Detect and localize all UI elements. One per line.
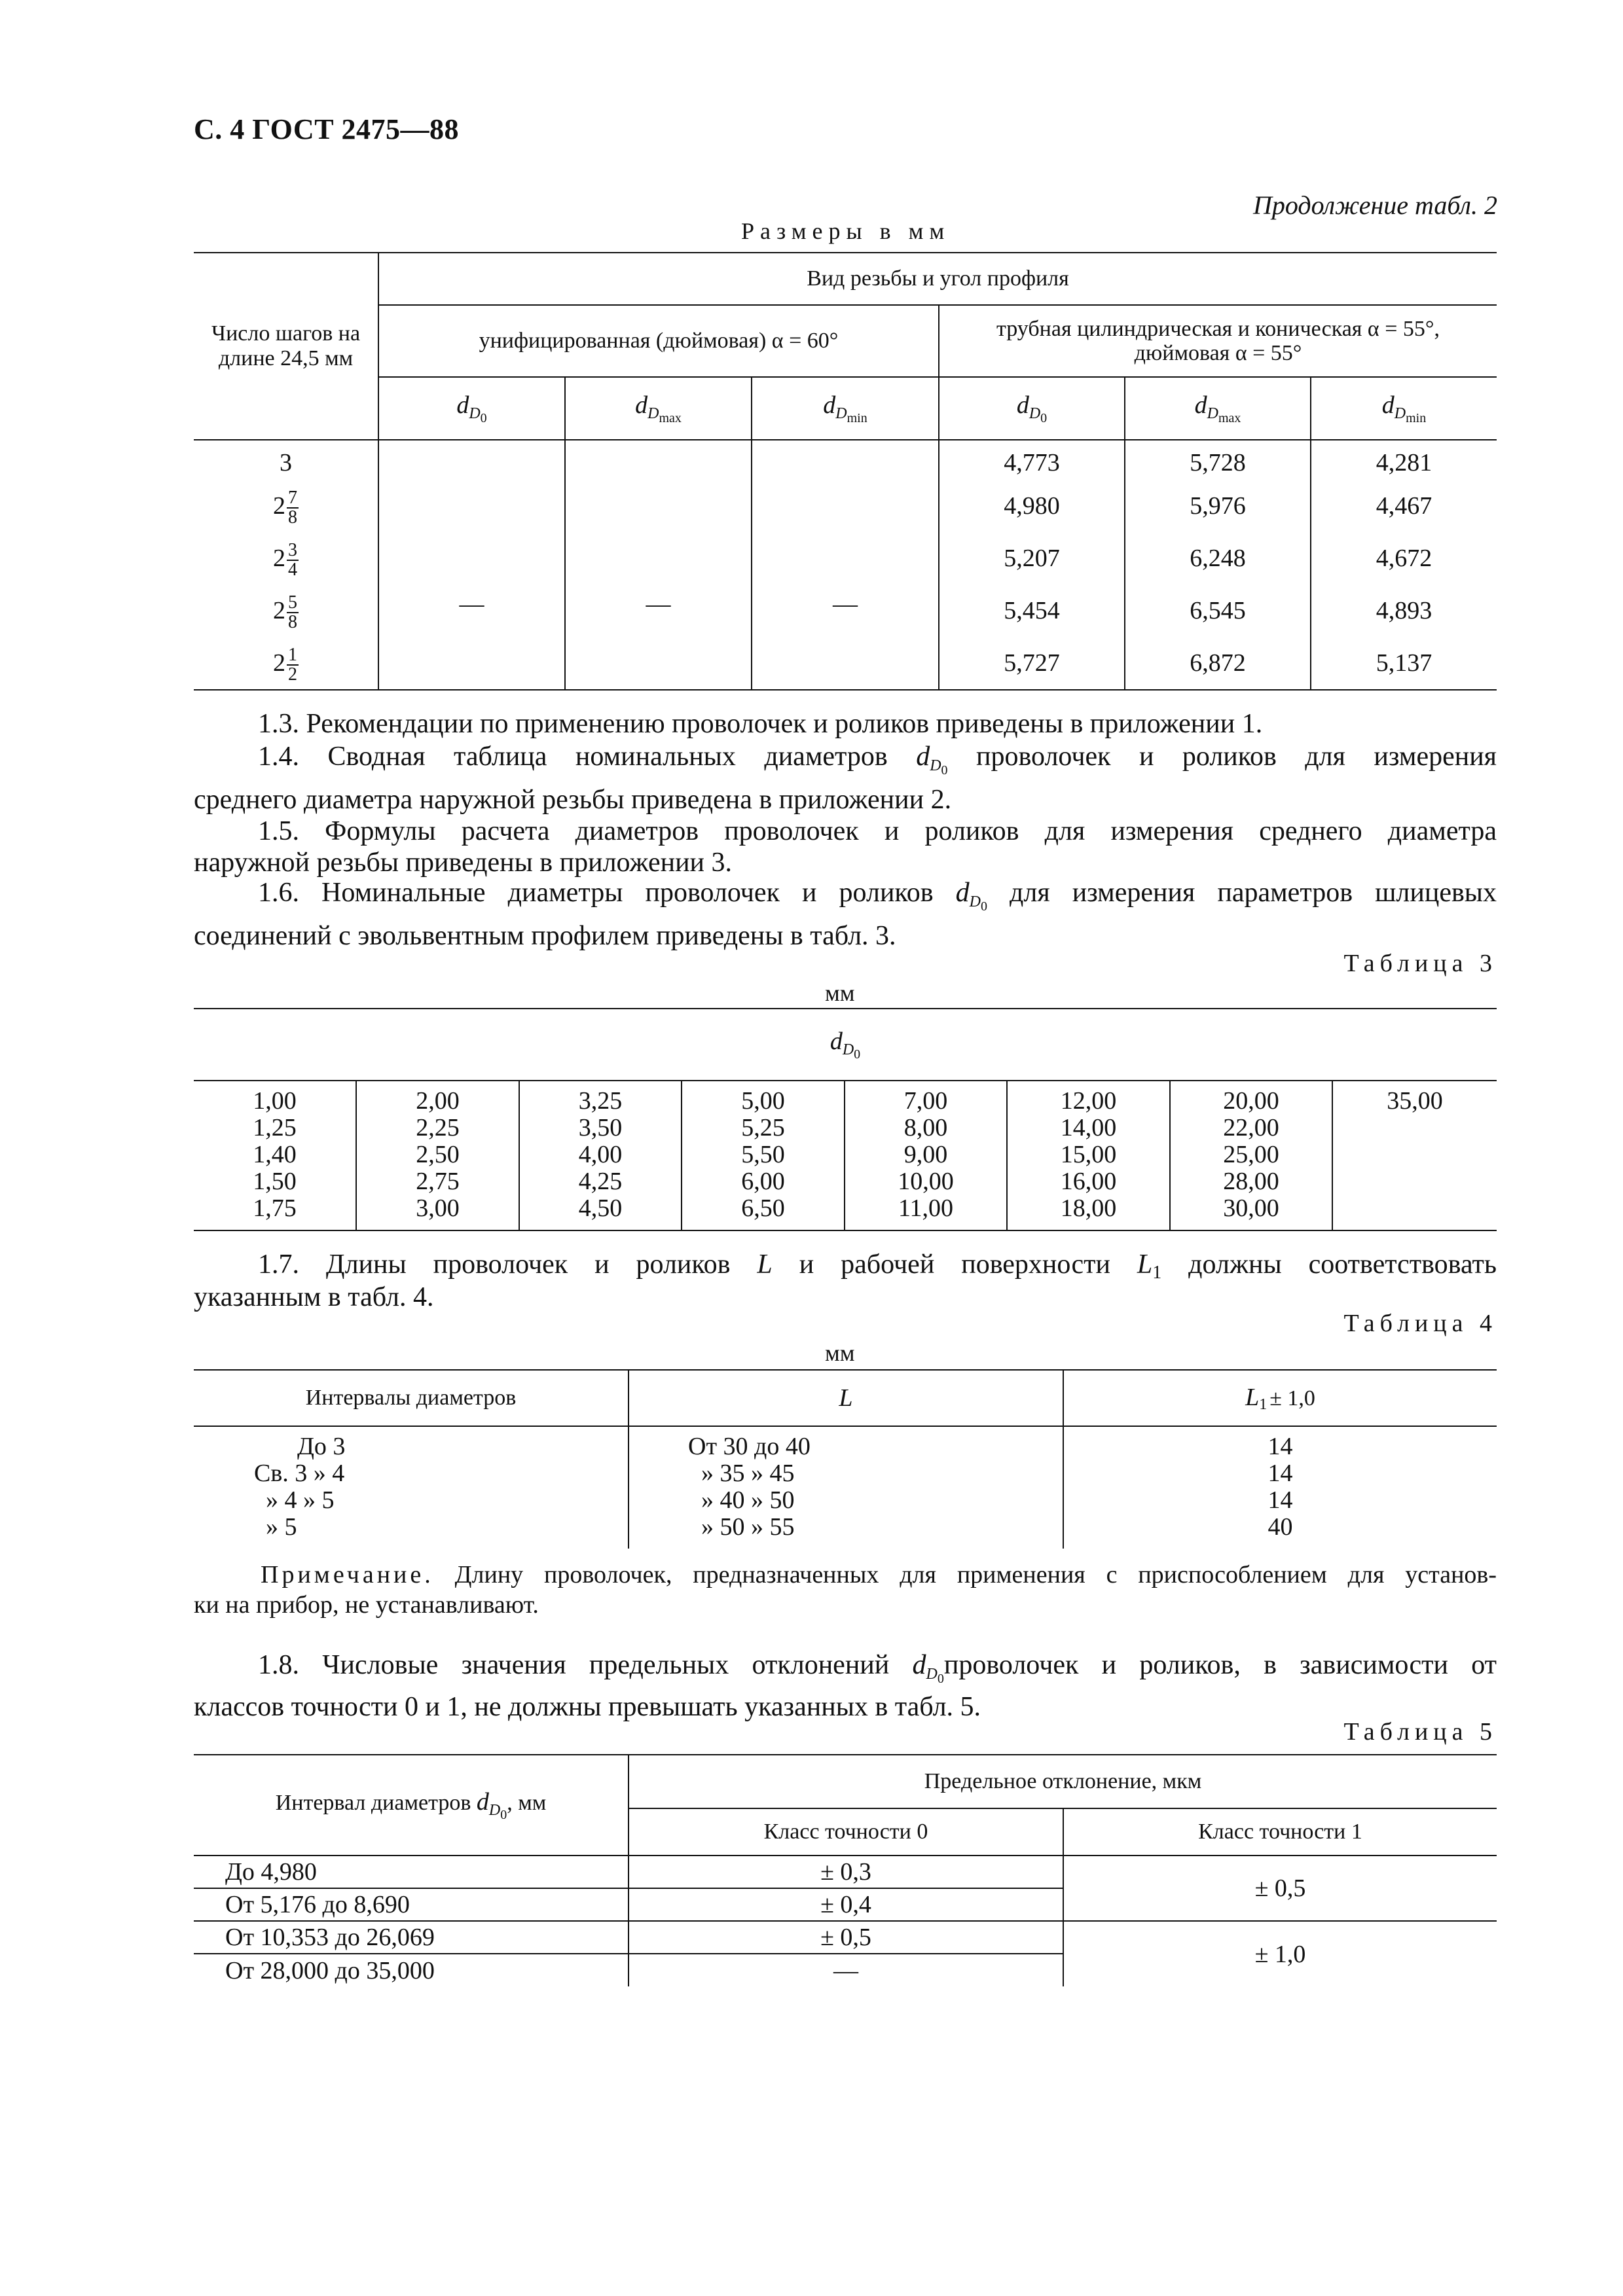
table2-step: 2 $\frac{3}{4}$ [273, 540, 297, 581]
table5-class0-value: ± 0,3 [629, 1856, 1063, 1888]
table3-header: dD0 [194, 1009, 1497, 1081]
table5-class0-value: ± 0,5 [629, 1921, 1063, 1954]
table5-class1-value: ± 1,0 [1254, 1940, 1306, 1968]
table4-note-cont: ки на прибор, не устанавливают. [194, 1591, 539, 1619]
table4 [194, 1369, 1497, 1549]
table2-steps-cell [194, 440, 378, 690]
table5-interval: От 5,176 до 8,690 [194, 1888, 629, 1921]
table4-intervals: До 3 Св. 3 » 4 » 4 » 5 » 5 [194, 1426, 629, 1549]
table4-l1-values: 14 14 14 40 [1267, 1433, 1293, 1541]
table5-interval: От 28,000 до 35,000 [194, 1954, 629, 1986]
table2-head-dmin-pipe: dDmin [1381, 391, 1427, 425]
table2-group-pipe: трубная цилиндрическая и коническая α = 55°, дюймовая α = 55° [939, 305, 1497, 377]
table3-column: 20,00 22,00 25,00 28,00 30,00 [1170, 1081, 1332, 1230]
table4-lengths: От 30 до 40 » 35 » 45 » 40 » 50 » 50 » 55 [629, 1426, 1063, 1549]
table2-step: 2 $\frac{1}{2}$ [273, 645, 297, 685]
table4-head-length: L [629, 1370, 1063, 1426]
table2-col-steps: Число шагов на длине 24,5 мм [194, 253, 378, 440]
table2-dash-dmin: — [752, 440, 939, 690]
paragraph-1-8-line1: 1.8. Числовые значения предельных отклонений $dD_0проволочек$ и роликов, в зависимости от [258, 1650, 1497, 1686]
table5 [194, 1754, 1497, 1986]
table3-column: 1,00 1,25 1,40 1,50 1,75 [194, 1081, 356, 1230]
table2-continuation: Продолжение табл. 2 [1252, 190, 1497, 220]
paragraph-1-4-line1: 1.4. Сводная таблица номинальных диаметров $dD_0$ проволочек и роликов для измерения [258, 742, 1497, 778]
table2-step: 2 $\frac{5}{8}$ [273, 592, 297, 633]
table3-units: мм [825, 980, 855, 1006]
paragraph-1-5-line1: 1.5. Формулы расчета диаметров проволочек и роликов для измерения среднего диаметра [258, 816, 1497, 846]
table2-head-d0-unified: dD0 [378, 377, 565, 440]
table2-dash-dmax: — [565, 440, 752, 690]
table3 [194, 1008, 1497, 1231]
paragraph-1-8-line2: классов точности 0 и 1, не должны превышать указанных в табл. 5. [194, 1692, 981, 1722]
table2-units: Размеры в мм [741, 218, 951, 244]
paragraph-1-6-line1: 1.6. Номинальные диаметры проволочек и роликов $dD_0$ для измерения параметров шлицевых [258, 878, 1497, 914]
table2-head-d0-pipe: dD0 [939, 377, 1125, 440]
table3-column: 3,25 3,50 4,00 4,25 4,50 [519, 1081, 682, 1230]
table2-head-dmin-unified: dDmin [752, 377, 939, 440]
table2 [194, 253, 1497, 691]
table3-column: 5,00 5,25 5,50 6,00 6,50 [682, 1081, 845, 1230]
table5-head-deviation: Предельное отклонение, мкм [629, 1755, 1497, 1808]
table4-caption: Таблица 4 [1343, 1310, 1497, 1337]
table5-interval: До 4,980 [194, 1856, 629, 1888]
table3-column: 7,00 8,00 9,00 10,00 11,00 [845, 1081, 1007, 1230]
table4-head-intervals: Интервалы диаметров [194, 1370, 629, 1426]
table5-class1-value: ± 0,5 [1063, 1856, 1497, 1921]
table4-units: мм [825, 1340, 855, 1366]
table3-column: 12,00 14,00 15,00 16,00 18,00 [1007, 1081, 1170, 1230]
table2-dash-d0: — [378, 440, 565, 690]
table3-column: 2,00 2,25 2,50 2,75 3,00 [356, 1081, 519, 1230]
table2-d0-values: 4,773 4,980 5,207 5,454 5,727 [939, 440, 1125, 690]
paragraph-1-7-line2: указанным в табл. 4. [194, 1282, 434, 1312]
table2-step: 2 $\frac{7}{8}$ [273, 488, 297, 528]
table5-head-interval: Интервал диаметров $d_{D0}$, мм [194, 1755, 629, 1856]
table5-class0-value: — [629, 1954, 1063, 1986]
paragraph-1-3: 1.3. Рекомендации по применению проволочек и роликов приведены в приложении 1. [258, 709, 1263, 739]
table5-class0-value: ± 0,4 [629, 1888, 1063, 1921]
paragraph-1-4-line2: среднего диаметра наружной резьбы приведена в приложении 2. [194, 785, 952, 815]
table5-head-class0: Класс точности 0 [629, 1808, 1063, 1856]
table3-caption: Таблица 3 [1343, 950, 1497, 977]
paragraph-1-5-line2: наружной резьбы приведены в приложении 3. [194, 848, 733, 878]
table4-note: Примечание. Длину проволочек, предназначенных для применения с приспособлением для установ- [261, 1561, 1497, 1588]
table2-dmin-values: 4,281 4,467 4,672 4,893 5,137 [1376, 449, 1432, 677]
paragraph-1-6-line2: соединений с эвольвентным профилем приведены в табл. 3. [194, 921, 896, 951]
table5-interval: От 10,353 до 26,069 [194, 1921, 629, 1954]
table2-head-dmax-pipe: dDmax [1125, 377, 1311, 440]
table2-group-unified: унифицированная (дюймовая) α = 60° [378, 305, 939, 377]
table2-col-group: Вид резьбы и угол профиля [378, 253, 1497, 305]
page-header: С. 4 ГОСТ 2475—88 [194, 113, 460, 145]
table2-step: 3 [280, 449, 292, 476]
paragraph-1-7-line1: 1.7. Длины проволочек и роликов L и рабочей поверхности L1 должны соответствовать [258, 1249, 1497, 1283]
table4-head-l1: L1 ± 1,0 [1245, 1383, 1315, 1413]
table2-dmax-values: 5,728 5,976 6,248 6,545 6,872 [1125, 440, 1311, 690]
table5-caption: Таблица 5 [1343, 1718, 1497, 1746]
table2-head-dmax-unified: dDmax [565, 377, 752, 440]
table5-head-class1: Класс точности 1 [1198, 1820, 1362, 1844]
table3-column: 35,00 [1387, 1087, 1443, 1115]
